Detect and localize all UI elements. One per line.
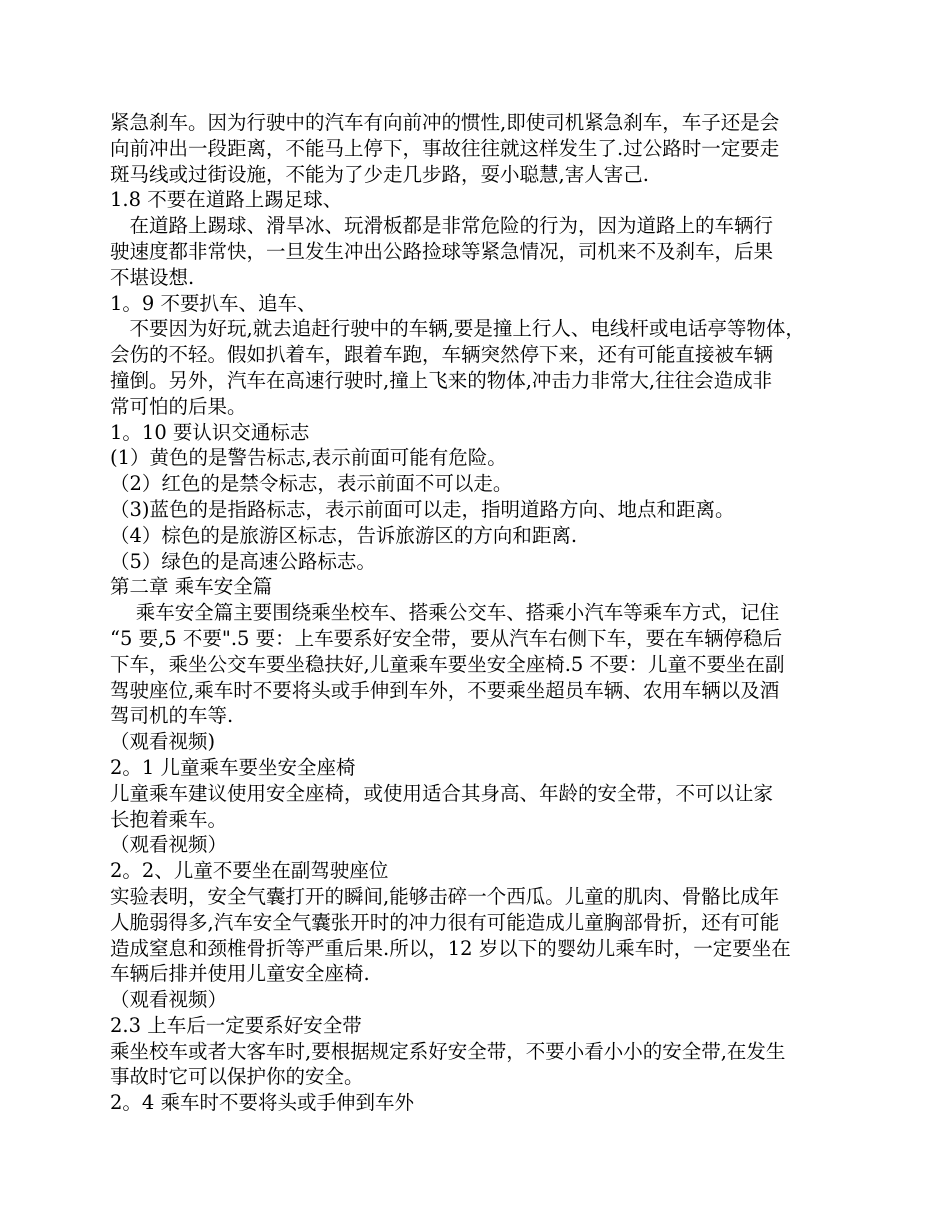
text-line: 下车，乘坐公交车要坐稳扶好,儿童乘车要坐安全座椅.5 不要：儿童不要坐在副 bbox=[110, 652, 785, 676]
text-line: 驾驶座位,乘车时不要将头或手伸到车外，不要乘坐超员车辆、农用车辆以及酒 bbox=[110, 678, 780, 702]
text-line: 向前冲出一段距离，不能马上停下，事故往往就这样发生了.过公路时一定要走 bbox=[110, 136, 780, 160]
section-heading: 1.8 不要在道路上踢足球、 bbox=[110, 188, 343, 212]
text-line: 实验表明，安全气囊打开的瞬间,能够击碎一个西瓜。儿童的肌肉、骨骼比成年 bbox=[110, 884, 780, 908]
text-line: 乘车安全篇主要围绕乘坐校车、搭乘公交车、搭乘小汽车等乘车方式，记住 bbox=[110, 601, 780, 625]
list-item: （2）红色的是禁令标志，表示前面不可以走。 bbox=[110, 472, 513, 496]
text-line: 人脆弱得多,汽车安全气囊张开时的冲力很有可能造成儿童胸部骨折，还有可能 bbox=[110, 910, 780, 934]
list-item: （5）绿色的是高速公路标志。 bbox=[110, 549, 376, 573]
text-line: 紧急刹车。因为行驶中的汽车有向前冲的惯性,即使司机紧急刹车，车子还是会 bbox=[110, 111, 780, 134]
text-line: 不堪设想. bbox=[110, 265, 195, 289]
text-line: 驶速度都非常快，一旦发生冲出公路捡球等紧急情况，司机来不及刹车，后果 bbox=[110, 239, 774, 263]
list-item: （3)蓝色的是指路标志，表示前面可以走，指明道路方向、地点和距离。 bbox=[110, 497, 735, 521]
section-heading: 1。10 要认识交通标志 bbox=[110, 420, 310, 444]
section-heading: 1。9 不要扒车、追车、 bbox=[110, 291, 317, 315]
list-item: (1）黄色的是警告标志,表示前面可能有危险。 bbox=[110, 446, 507, 470]
section-heading: 2。2、儿童不要坐在副驾驶座位 bbox=[110, 859, 389, 883]
text-line: 乘坐校车或者大客车时,要根据规定系好安全带，不要小看小小的安全带,在发生 bbox=[110, 1039, 786, 1063]
chapter-heading: 第二章 乘车安全篇 bbox=[110, 575, 273, 599]
section-heading: 2。1 儿童乘车要坐安全座椅 bbox=[110, 755, 356, 779]
text-line: 驾司机的车等. bbox=[110, 704, 234, 728]
text-line: 长抱着乘车。 bbox=[110, 807, 228, 831]
text-line: 常可怕的后果。 bbox=[110, 394, 247, 418]
section-heading: 2.3 上车后一定要系好安全带 bbox=[110, 1013, 362, 1037]
text-line: 会伤的不轻。假如扒着车，跟着车跑，车辆突然停下来，还有可能直接被车辆 bbox=[110, 343, 774, 367]
text-line: “5 要,5 不要".5 要：上车要系好安全带，要从汽车右侧下车，要在车辆停稳后 bbox=[110, 626, 783, 650]
text-line: 不要因为好玩,就去追赶行驶中的车辆,要是撞上行人、电线杆或电话亭等物体， bbox=[110, 317, 805, 341]
video-note: （观看视频） bbox=[110, 833, 228, 857]
text-line: 事故时它可以保护你的安全。 bbox=[110, 1065, 364, 1089]
text-line: 儿童乘车建议使用安全座椅，或使用适合其身高、年龄的安全带，不可以让家 bbox=[110, 781, 774, 805]
text-line: 车辆后排并使用儿童安全座椅. bbox=[110, 962, 370, 986]
text-line: 撞倒。另外，汽车在高速行驶时,撞上飞来的物体,冲击力非常大,往往会造成非 bbox=[110, 368, 773, 392]
text-line: 造成窒息和颈椎骨折等严重后果.所以，12 岁以下的婴幼儿乘车时，一定要坐在 bbox=[110, 936, 791, 960]
document-body bbox=[110, 110, 865, 1116]
list-item: （4）棕色的是旅游区标志，告诉旅游区的方向和距离. bbox=[110, 523, 578, 547]
video-note: （观看视频） bbox=[110, 988, 228, 1012]
video-note: （观看视频) bbox=[110, 730, 216, 754]
section-heading: 2。4 乘车时不要将头或手伸到车外 bbox=[110, 1091, 415, 1115]
text-line: 斑马线或过街设施，不能为了少走几步路，耍小聪慧,害人害己. bbox=[110, 162, 649, 186]
text-line: 在道路上踢球、滑旱冰、玩滑板都是非常危险的行为，因为道路上的车辆行 bbox=[110, 214, 774, 238]
